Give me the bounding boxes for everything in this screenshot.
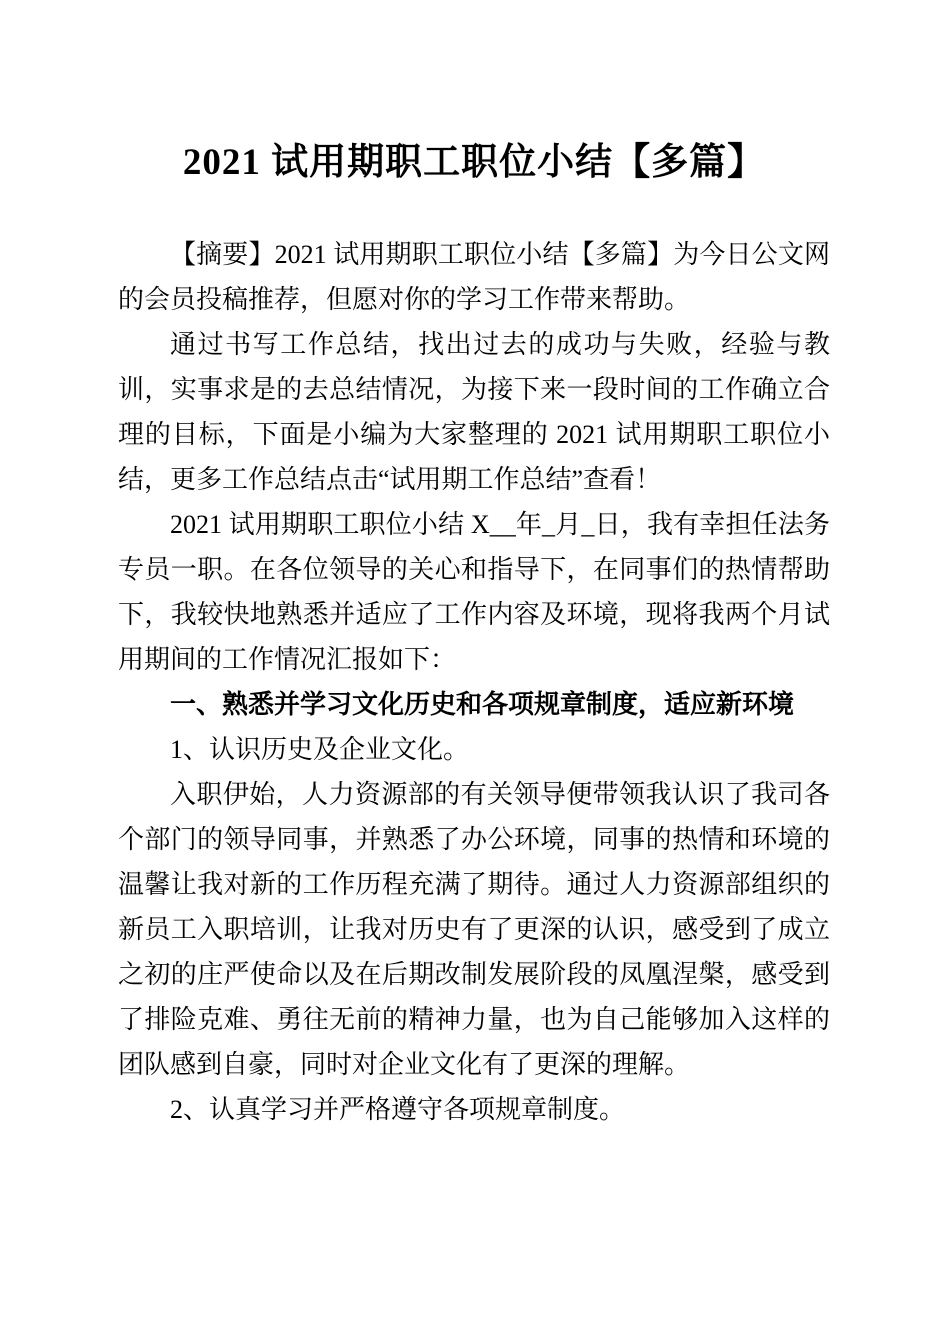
paragraph-abstract: 【摘要】2021 试用期职工职位小结【多篇】为今日公文网的会员投稿推荐，但愿对你的学习工作带来帮助。 <box>118 240 830 314</box>
paragraph-subitem-2: 2、认真学习并严格遵守各项规章制度。 <box>170 1095 626 1124</box>
paragraph-body-1: 入职伊始，人力资源部的有关领导便带领我认识了我司各个部门的领导同事，并熟悉了办公环境，同事的热情和环境的温馨让我对新的工作历程充满了期待。通过人力资源部组织的新员工入职培训，让我对历史有了更深的认识，感受到了成立之初的庄严使命以及在后期改制发展阶段的凤凰涅槃，感受到了排险克难、勇往无前的精神力量，也为自己能够加入这样的团队感到自豪，同时对企业文化有了更深的理解。 <box>118 780 830 1079</box>
document-title: 2021 试用期职工职位小结【多篇】 <box>182 142 766 183</box>
section-heading-1: 一、熟悉并学习文化历史和各项规章制度，适应新环境 <box>170 689 795 719</box>
paragraph-opening: 2021 试用期职工职位小结 X__年_月_日，我有幸担任法务专员一职。在各位领导的关心和指导下，在同事们的热情帮助下，我较快地熟悉并适应了工作内容及环境，现将我两个月试用期间的工作情况汇报如下： <box>118 510 830 674</box>
paragraph-subitem-1: 1、认识历史及企业文化。 <box>170 735 470 764</box>
paragraph-intro: 通过书写工作总结，找出过去的成功与失败，经验与教训，实事求是的去总结情况，为接下来一段时间的工作确立合理的目标，下面是小编为大家整理的 2021 试用期职工职位小结，更多工作总结点击“试用期工作总结”查看！ <box>118 330 830 494</box>
